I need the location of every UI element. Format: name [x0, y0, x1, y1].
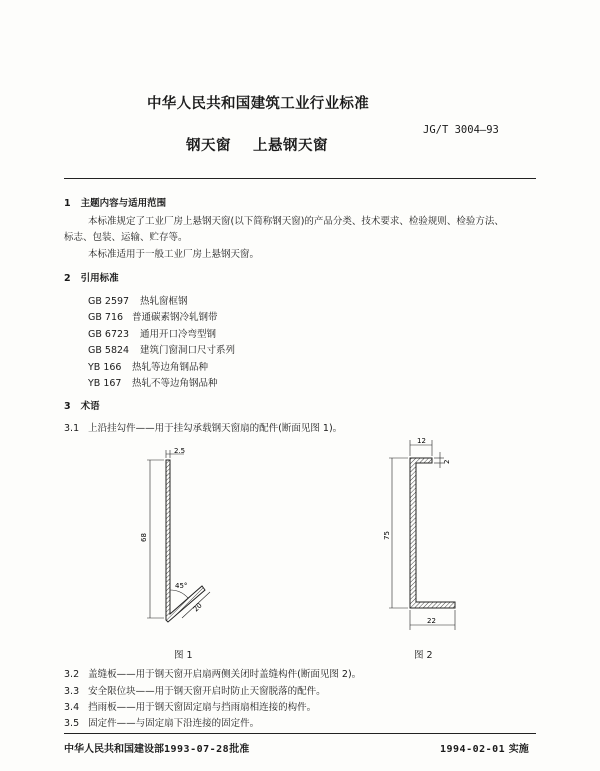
approve-label: 批准	[229, 744, 250, 755]
footer-rule	[64, 733, 536, 734]
cover-strip-profile	[410, 458, 455, 608]
reference-name: 热轧等边角钢品种	[132, 362, 209, 373]
term-number: 3.2	[64, 669, 80, 680]
figure-1-caption: 图 1	[174, 650, 193, 661]
approver: 中华人民共和国建设部	[64, 744, 164, 755]
implementation-label: 实施	[508, 744, 529, 755]
term-item	[64, 667, 361, 682]
term-item	[64, 421, 342, 436]
dim-top: 12	[417, 437, 426, 445]
header-rule	[64, 178, 536, 179]
reference-name: 通用开口冷弯型钢	[140, 329, 217, 340]
standard-category: 中华人民共和国建筑工业行业标准	[147, 96, 369, 112]
reference-code: YB 167	[88, 378, 122, 389]
term-text: 盖缝板——用于钢天窗开启扇两侧关闭时盖缝构件(断面见图 2)。	[88, 669, 362, 680]
reference-item	[88, 293, 188, 307]
dim-bottom: 22	[427, 617, 436, 625]
figure-2	[380, 430, 490, 645]
figure-1	[130, 440, 240, 640]
reference-name: 普通碳素钢冷轧钢带	[132, 312, 218, 323]
reference-item	[88, 342, 235, 356]
section-number: 2	[64, 273, 71, 284]
reference-code: YB 166	[88, 362, 122, 373]
figure-2-caption: 图 2	[414, 650, 433, 661]
document-title	[186, 134, 328, 155]
term-number: 3.5	[64, 718, 80, 729]
section-3-heading	[64, 398, 100, 412]
approve-date: 1993-07-28	[164, 744, 230, 755]
title-main: 钢天窗	[186, 138, 231, 154]
reference-item	[88, 359, 208, 373]
dim-height: 75	[383, 531, 391, 540]
term-text: 上沿挂勾件——用于挂勾承载钢天窗扇的配件(断面见图 1)。	[88, 423, 343, 434]
title-sub: 上悬钢天窗	[253, 138, 328, 154]
section-title: 主题内容与适用范围	[80, 198, 167, 209]
hook-profile	[166, 460, 205, 622]
section-title: 引用标准	[80, 273, 119, 284]
term-item	[64, 684, 326, 699]
section-1-para1-line1: 本标准规定了工业厂房上悬钢天窗(以下简称钢天窗)的产品分类、技术要求、检验规则、检验方法、	[88, 216, 504, 227]
dim-leg: 20	[191, 601, 204, 614]
section-1-para1-line2: 标志、包装、运输、贮存等。	[64, 232, 188, 243]
footer-implementation	[440, 740, 529, 755]
term-text: 固定件——与固定扇下沿连接的固定件。	[88, 718, 260, 729]
implementation-date: 1994-02-01	[440, 744, 506, 755]
reference-code: GB 6723	[88, 329, 130, 340]
reference-name: 热轧不等边角钢品种	[132, 378, 218, 389]
term-item	[64, 700, 316, 715]
figure-2-drawing	[380, 430, 490, 645]
reference-code: GB 2597	[88, 296, 130, 307]
term-number: 3.4	[64, 702, 80, 713]
dim-lip: 2	[443, 459, 451, 464]
reference-code: GB 5824	[88, 345, 130, 356]
term-number: 3.3	[64, 686, 80, 697]
term-text: 安全限位块——用于钢天窗开启时防止天窗脱落的配件。	[88, 686, 326, 697]
reference-name: 热轧窗框钢	[140, 296, 188, 307]
section-number: 1	[64, 198, 71, 209]
section-1-heading	[64, 195, 166, 209]
term-text: 挡雨板——用于钢天窗固定扇与挡雨扇相连接的构件。	[88, 702, 317, 713]
section-title: 术语	[80, 401, 100, 412]
reference-name: 建筑门窗洞口尺寸系列	[140, 345, 236, 356]
dim-thickness: 2.5	[174, 447, 186, 455]
reference-item	[88, 326, 216, 340]
section-number: 3	[64, 401, 71, 412]
dim-height: 68	[140, 533, 148, 542]
reference-item	[88, 375, 218, 389]
standard-code: JG/T 3004—93	[423, 124, 499, 136]
reference-code: GB 716	[88, 312, 124, 323]
section-1-para2: 本标准适用于一般工业厂房上悬钢天窗。	[88, 249, 260, 260]
footer-approval	[64, 740, 249, 755]
term-item	[64, 716, 259, 731]
dim-angle: 45°	[175, 582, 188, 590]
reference-item	[88, 309, 218, 323]
section-2-heading	[64, 270, 119, 284]
term-number: 3.1	[64, 423, 80, 434]
figure-1-drawing	[130, 440, 240, 640]
